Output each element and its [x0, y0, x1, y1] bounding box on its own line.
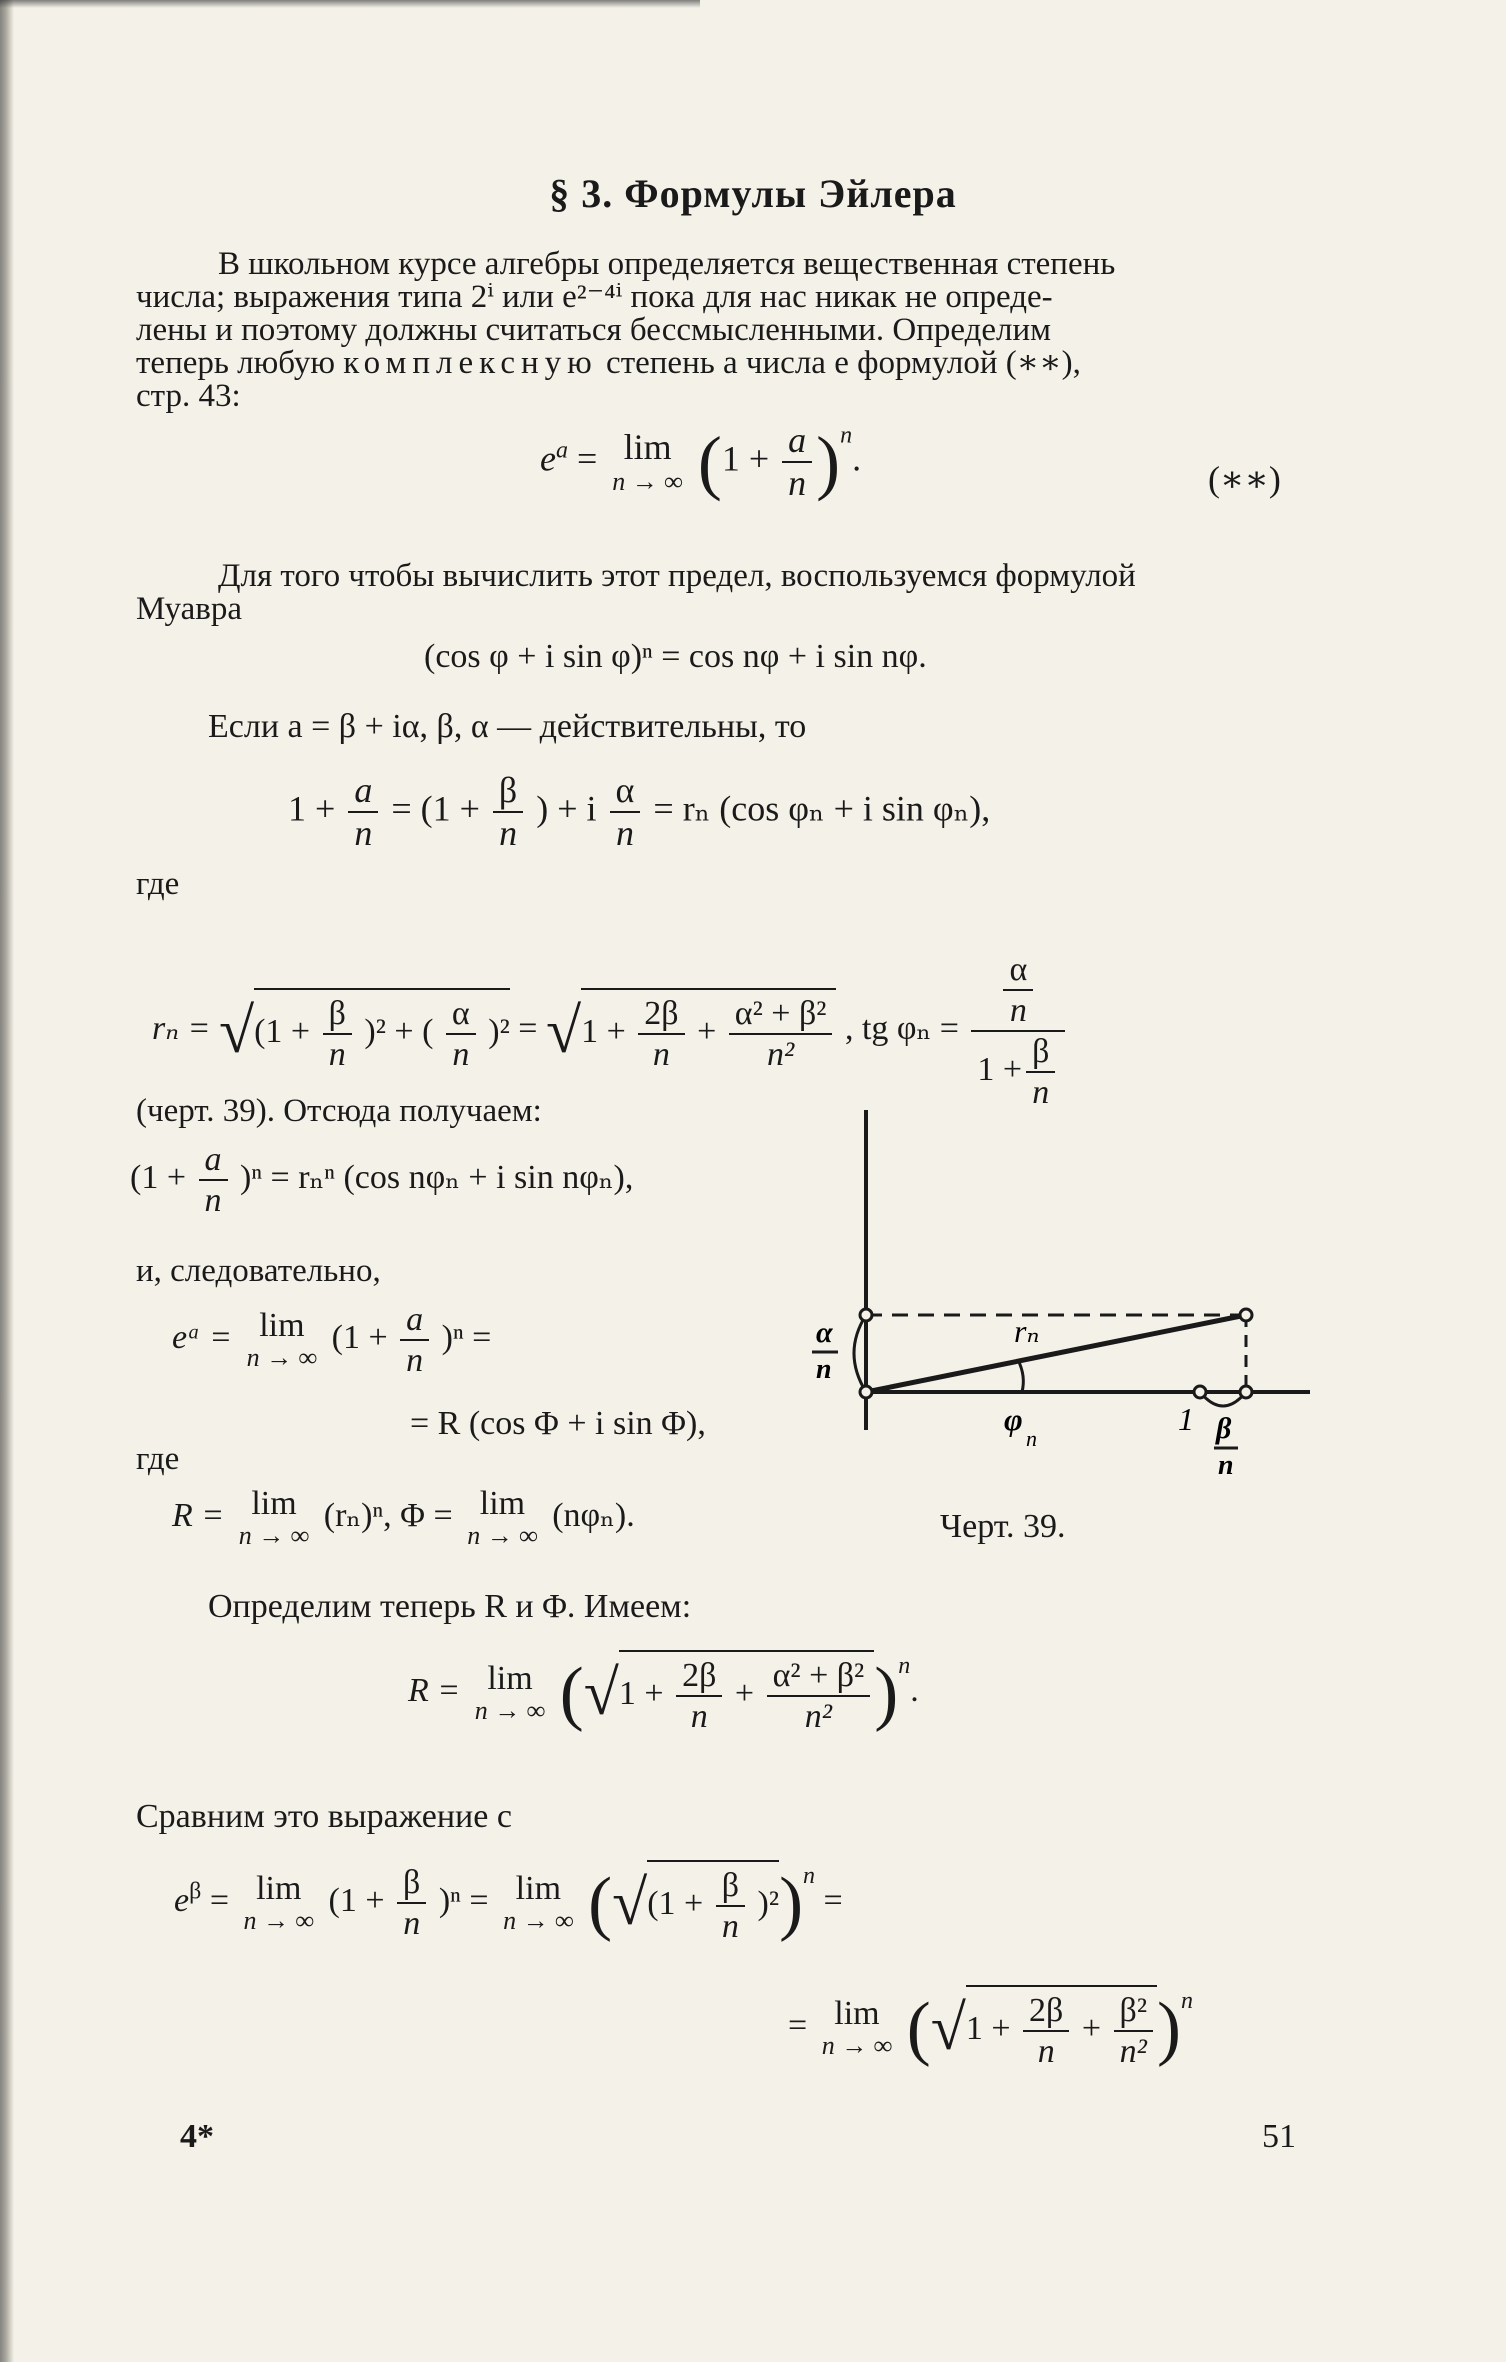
eq-star-tail: .	[852, 438, 862, 479]
label-phi: φ	[1004, 1401, 1023, 1437]
frac-den: n	[721, 1908, 739, 1946]
sqrt-sign: √	[612, 1867, 648, 1939]
sqrt-body	[581, 988, 836, 1074]
fraction	[610, 770, 641, 855]
eq-star-equals: =	[576, 438, 598, 479]
frac-den: n	[452, 1036, 470, 1074]
eq-star-one-plus: 1 +	[721, 438, 770, 479]
sqrt-sign: √	[545, 995, 582, 1067]
draw-ref-line: (черт. 39). Отсюда получаем:	[136, 1093, 542, 1129]
define-line: Определим теперь R и Φ. Имеем:	[208, 1588, 692, 1625]
angle-arc	[1018, 1360, 1023, 1392]
fraction	[676, 1656, 722, 1736]
eq-rn-r2-end: )²	[488, 1012, 510, 1050]
page-number: 51	[1262, 2118, 1296, 2155]
frac-den: n	[328, 1036, 346, 1074]
figure-caption: Черт. 39.	[940, 1508, 1066, 1545]
lim-word: lim	[515, 1870, 562, 1908]
tg-fraction	[971, 950, 1065, 1112]
frac-num: α	[610, 770, 641, 813]
eq-rn-plus: +	[697, 1012, 717, 1050]
eq-beta-eq: =	[209, 1881, 229, 1919]
frac-num: a	[348, 770, 378, 813]
intro-line-4-b: степень a числа e формулой (∗∗),	[606, 345, 1081, 381]
scan-shadow-top	[0, 0, 700, 8]
eq-ea-body: (1 +	[331, 1318, 388, 1356]
section-title: § 3. Формулы Эйлера	[549, 171, 957, 216]
figure-39	[790, 1100, 1320, 1500]
lim-word: lim	[251, 1485, 297, 1522]
frac-num: α	[446, 994, 476, 1035]
frac-num: α	[1003, 950, 1033, 991]
frac-num: β²	[1114, 1991, 1154, 2032]
eq-beta-exp1: )ⁿ	[438, 1881, 461, 1919]
eq-if-lead: 1 +	[288, 788, 336, 829]
sqrt-body	[619, 1650, 874, 1736]
eq-rn-eq: =	[518, 1009, 538, 1047]
vector-rn	[866, 1315, 1246, 1392]
eq-star-exp: n	[840, 422, 853, 449]
and-therefore: и, следовательно,	[136, 1253, 381, 1289]
sqrt-sign: √	[218, 995, 255, 1067]
eq-lim-a: R =	[172, 1496, 225, 1534]
frac-num: β	[397, 1863, 426, 1904]
tg-num	[971, 950, 1065, 1032]
equation-power	[130, 1140, 633, 1220]
equation-limits	[172, 1485, 635, 1551]
paren-open: (	[559, 1652, 584, 1733]
frac-den: n	[690, 1698, 708, 1736]
eq-beta-lhs-sup: β	[189, 1878, 202, 1905]
fraction	[767, 1656, 871, 1736]
lim-sub: n → ∞	[503, 1906, 574, 1936]
intro-line-2: числа; выражения типа 2ⁱ или e²⁻⁴ⁱ пока для нас никак не опреде-	[136, 279, 1053, 315]
frac-num: β	[716, 1866, 745, 1907]
eq-rn-r1: (1 +	[254, 1012, 311, 1050]
eq-beta2-lead: =	[788, 2006, 808, 2044]
fraction	[638, 994, 684, 1074]
intro-line-4-a: теперь любую	[136, 345, 335, 381]
eq-beta-tail2: =	[823, 1881, 843, 1919]
equation-ea	[172, 1300, 491, 1380]
label-alpha-den: n	[816, 1354, 832, 1385]
eq-beta2-body: 1 +	[965, 2009, 1011, 2047]
fraction	[1003, 950, 1033, 1030]
eq-R-plus: +	[734, 1674, 755, 1712]
eq-beta-lhs: e	[174, 1881, 190, 1919]
eq-if-tail: = rₙ (cos φₙ + i sin φₙ),	[653, 788, 991, 829]
lim-sub: n → ∞	[246, 1343, 318, 1373]
lim-block	[247, 1307, 318, 1373]
eq-beta2-plus: +	[1081, 2009, 1102, 2047]
frac-num: α² + β²	[767, 1656, 871, 1697]
lim-block	[822, 1995, 893, 2061]
point-origin	[860, 1386, 872, 1398]
equation-if	[288, 770, 990, 855]
frac-den: n	[788, 463, 807, 504]
where-2: где	[136, 1441, 180, 1477]
fraction	[729, 994, 833, 1074]
eq-rn-r1-end: )² + (	[364, 1012, 434, 1050]
lim-word: lim	[259, 1307, 305, 1345]
eq-star-lhs-sup: a	[555, 437, 568, 464]
eq-star-lhs: e	[540, 438, 556, 479]
fraction	[1023, 1991, 1069, 2071]
equation-ebeta-cont	[788, 1985, 1193, 2071]
intro-line-4	[136, 347, 1081, 380]
eq-lim-b: (rₙ)ⁿ, Φ =	[323, 1496, 453, 1534]
equation-star	[540, 420, 861, 505]
intro-line-3: лены и поэтому должны считаться бессмысленными. Определим	[136, 312, 1052, 348]
frac-num: β	[323, 994, 352, 1035]
paren-close: )	[1157, 1987, 1182, 2068]
eq-power-exp: )ⁿ	[240, 1158, 263, 1196]
fraction	[348, 770, 378, 855]
tg-den-lead: 1 +	[977, 1051, 1023, 1089]
lim-word: lim	[256, 1870, 302, 1908]
intro-line-1: В школьном курсе алгебры определяется вещественная степень	[218, 246, 1116, 282]
eq-R-tail: .	[910, 1671, 919, 1709]
lim-sub: n → ∞	[474, 1696, 546, 1726]
lim-block	[503, 1870, 574, 1936]
sqrt-sign: √	[930, 1992, 966, 2064]
point-beta	[1240, 1386, 1252, 1398]
signature-mark: 4*	[180, 2118, 214, 2155]
frac-den: n	[1032, 1074, 1050, 1112]
paren-close: )	[874, 1652, 899, 1733]
moivre-line-2: Муавра	[136, 591, 242, 627]
lim-word: lim	[834, 1995, 880, 2033]
equation-rn	[152, 950, 1069, 1112]
frac-den: n²	[804, 1698, 832, 1736]
equation-R	[408, 1650, 919, 1736]
sqrt-body	[647, 1860, 779, 1946]
frac-den: n	[652, 1036, 670, 1074]
moivre-line-1: Для того чтобы вычислить этот предел, воспользуемся формулой	[218, 558, 1136, 594]
eq-if-mid-2: ) + i	[536, 788, 597, 829]
sqrt-sign: √	[583, 1657, 619, 1729]
intro-line-4-spaced: комплексную	[343, 345, 598, 381]
equation-moivre: (cos φ + i sin φ)ⁿ = cos nφ + i sin nφ.	[424, 638, 927, 675]
fraction	[323, 994, 352, 1074]
frac-num: 2β	[676, 1656, 722, 1697]
lim-sub: n → ∞	[238, 1521, 310, 1551]
frac-num: a	[400, 1300, 429, 1341]
lim-word: lim	[479, 1485, 526, 1522]
label-one: 1	[1178, 1401, 1194, 1437]
eq-ea-end: )ⁿ =	[441, 1318, 492, 1356]
eq-beta-eq2: =	[469, 1881, 489, 1919]
lim-block	[244, 1870, 315, 1936]
lim-word: lim	[623, 427, 672, 468]
frac-den: n	[354, 813, 373, 854]
frac-den: n²	[1119, 2033, 1147, 2071]
lim-block	[467, 1485, 538, 1551]
eq-R-lead: 1 +	[618, 1674, 664, 1712]
equation-ebeta	[174, 1860, 843, 1946]
frac-den: n²	[767, 1036, 795, 1074]
paren-open: (	[906, 1987, 931, 2068]
paren-open: (	[588, 1862, 613, 1943]
eq-beta-body2: (1 +	[647, 1884, 704, 1922]
eq-if-mid-1: = (1 +	[391, 788, 480, 829]
fraction	[493, 770, 523, 855]
eq-ea-lhs: eᵃ =	[172, 1318, 233, 1356]
label-beta-num: β	[1216, 1412, 1232, 1445]
point-alpha	[860, 1309, 872, 1321]
frac-num: β	[493, 770, 523, 813]
frac-num: a	[199, 1140, 228, 1181]
where-1: где	[136, 866, 180, 902]
eq-star-lim	[612, 428, 683, 496]
frac-num: 2β	[1023, 1991, 1069, 2032]
fraction	[199, 1140, 228, 1220]
eq-power-tail: = rₙⁿ (cos nφₙ + i sin nφₙ),	[270, 1158, 634, 1196]
fraction	[397, 1863, 426, 1943]
label-beta-den: n	[1218, 1450, 1234, 1481]
frac-den: n	[615, 813, 634, 854]
eq-R-exp: n	[898, 1652, 911, 1679]
frac-den: n	[1009, 992, 1027, 1030]
compare-line: Сравним это выражение с	[136, 1798, 512, 1835]
scan-shadow-left	[0, 0, 14, 2362]
eq-rn-tg: , tg φₙ =	[844, 1009, 959, 1047]
eq-beta2-exp: n	[1181, 1987, 1194, 2014]
frac-den: n	[499, 813, 518, 854]
fraction	[400, 1300, 429, 1380]
fraction	[782, 420, 812, 505]
eq-rn-lhs: rₙ =	[152, 1009, 211, 1047]
eq-rn-s1: 1 +	[581, 1012, 626, 1050]
sqrt-body	[966, 1985, 1157, 2071]
frac-den: n	[406, 1342, 424, 1380]
lim-block	[475, 1660, 546, 1726]
eq-power-lead: (1 +	[130, 1158, 186, 1196]
frac-num: 2β	[638, 994, 684, 1035]
frac-den: n	[403, 1905, 421, 1943]
paren-close: )	[816, 421, 841, 502]
label-alpha-num: α	[816, 1316, 833, 1349]
eq-lim-c: (nφₙ).	[552, 1496, 635, 1534]
intro-line-5: стр. 43:	[136, 378, 241, 414]
label-rn: rₙ	[1014, 1313, 1040, 1349]
sqrt-body	[254, 988, 510, 1074]
frac-den: n	[204, 1182, 222, 1220]
frac-den: n	[1037, 2033, 1055, 2071]
frac-num: β	[1026, 1032, 1055, 1073]
eq-beta-end2: )²	[757, 1884, 780, 1922]
point-end	[1240, 1309, 1252, 1321]
lim-sub: n → ∞	[821, 2031, 893, 2061]
lim-block	[239, 1485, 310, 1551]
lim-sub: n → ∞	[467, 1521, 538, 1551]
eq-beta-exp2: n	[803, 1862, 816, 1889]
equation-number: (∗∗)	[1208, 459, 1281, 499]
eq-beta-body1: (1 +	[328, 1881, 385, 1919]
lim-word: lim	[487, 1660, 533, 1698]
paren-close: )	[779, 1862, 804, 1943]
fraction	[446, 994, 476, 1074]
label-phi-sub: n	[1026, 1426, 1037, 1451]
fraction	[716, 1866, 745, 1946]
equation-R-Phi: = R (cos Φ + i sin Φ),	[410, 1405, 706, 1442]
fraction	[1114, 1991, 1154, 2071]
point-one	[1194, 1386, 1206, 1398]
eq-R-lhs: R =	[408, 1671, 461, 1709]
paren-open: (	[697, 421, 722, 502]
if-line: Если a = β + iα, β, α — действительны, то	[208, 708, 807, 745]
lim-sub: n → ∞	[243, 1906, 315, 1936]
frac-num: a	[782, 420, 812, 463]
frac-num: α² + β²	[729, 994, 833, 1035]
lim-sub: n → ∞	[612, 466, 683, 496]
